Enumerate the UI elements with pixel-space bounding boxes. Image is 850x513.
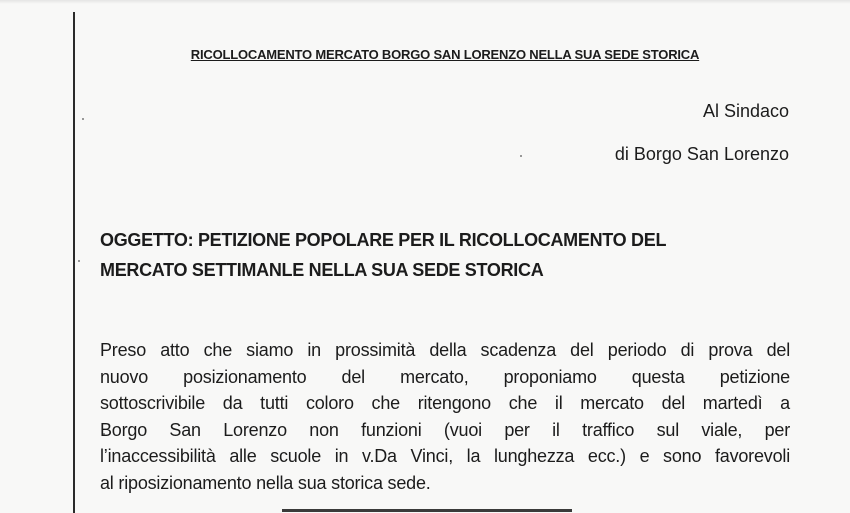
scan-speck	[82, 118, 84, 120]
body-line: al riposizionamento nella sua storica sede.	[100, 472, 431, 493]
body-line: Borgo San Lorenzo non funzioni (vuoi per il traffico sul viale, per	[100, 419, 790, 440]
subject-line-1: OGGETTO: PETIZIONE POPOLARE PER IL RICOLLOCAMENTO DEL	[100, 230, 667, 250]
body-line: nuovo posizionamento del mercato, proponiamo questa petizione	[100, 366, 790, 387]
page-top-edge	[0, 0, 850, 4]
scan-speck	[520, 155, 522, 157]
petition-body	[100, 337, 790, 496]
addressee-line-1: Al Sindaco	[702, 101, 789, 121]
left-margin-line	[73, 12, 75, 513]
subject-block	[100, 225, 800, 285]
body-line: Preso atto che siamo in prossimità della scadenza del periodo di prova del	[100, 340, 790, 360]
scan-speck	[78, 260, 80, 262]
body-line: l’inaccessibilità alle scuole in v.Da Vinci, la lunghezza ecc.) e sono favorevoli	[100, 446, 790, 466]
subject-line-2: MERCATO SETTIMANLE NELLA SUA SEDE STORICA	[100, 260, 544, 280]
document-header-title: RICOLLOCAMENTO MERCATO BORGO SAN LORENZO NELLA SUA SEDE STORICA	[190, 47, 700, 62]
body-line: sottoscrivibile da tutti coloro che ritengono che il mercato del martedì a	[100, 393, 790, 413]
bottom-scan-mark	[282, 509, 572, 512]
addressee-line-2: di Borgo San Lorenzo	[614, 144, 789, 164]
